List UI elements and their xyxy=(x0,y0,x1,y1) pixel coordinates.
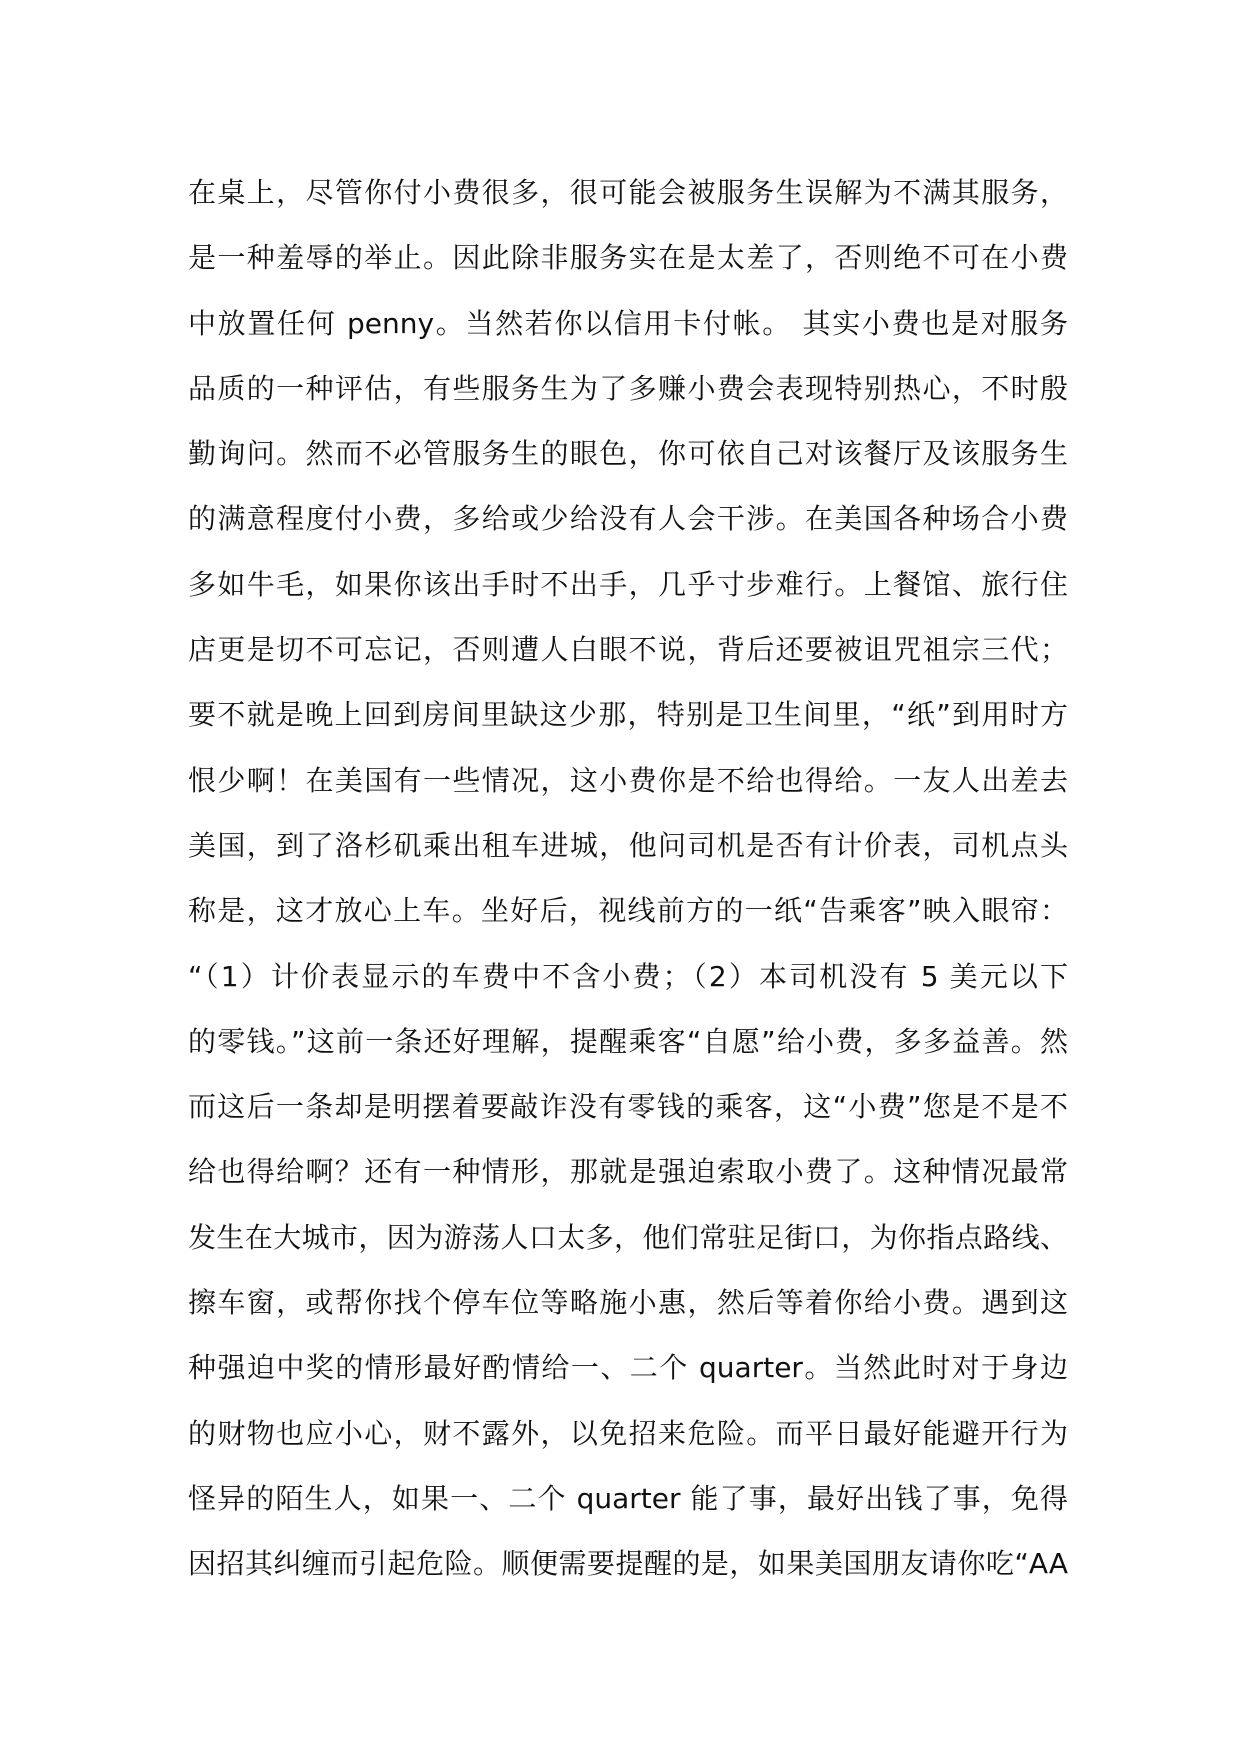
text-line-15: 而这后一条却是明摆着要敲诈没有零钱的乘客，这“小费”您是不是不 xyxy=(188,1090,1068,1124)
text-line-20: 的财物也应小心，财不露外，以免招来危险。而平日最好能避开行为 xyxy=(188,1416,1068,1450)
text-line-21: 怪异的陌生人，如果一、二个 quarter 能了事，最好出钱了事，免得 xyxy=(188,1481,1068,1515)
text-line-17: 发生在大城市，因为游荡人口太多，他们常驻足街口，为你指点路线、 xyxy=(188,1220,1068,1254)
text-line-14: 的零钱。”这前一条还好理解，提醒乘客“自愿”给小费，多多益善。然 xyxy=(188,1024,1068,1058)
text-line-4: 品质的一种评估，有些服务生为了多赚小费会表现特别热心，不时殷 xyxy=(188,371,1068,405)
text-line-10: 恨少啊！在美国有一些情况，这小费你是不给也得给。一友人出差去 xyxy=(188,763,1068,797)
text-line-7: 多如牛毛，如果你该出手时不出手，几乎寸步难行。上餐馆、旅行住 xyxy=(188,567,1068,601)
text-line-19: 种强迫中奖的情形最好酌情给一、二个 quarter。当然此时对于身边 xyxy=(188,1351,1068,1385)
text-line-13: “（1）计价表显示的车费中不含小费；（2）本司机没有 5 美元以下 xyxy=(188,959,1068,993)
text-line-6: 的满意程度付小费，多给或少给没有人会干涉。在美国各种场合小费 xyxy=(188,502,1068,536)
text-line-8: 店更是切不可忘记，否则遭人白眼不说，背后还要被诅咒祖宗三代； xyxy=(188,633,1068,667)
text-line-22: 因招其纠缠而引起危险。顺便需要提醒的是，如果美国朋友请你吃“AA xyxy=(188,1547,1068,1581)
text-line-12: 称是，这才放心上车。坐好后，视线前方的一纸“告乘客”映入眼帘： xyxy=(188,894,1068,928)
body-paragraph xyxy=(188,160,1068,1597)
text-line-16: 给也得给啊？还有一种情形，那就是强迫索取小费了。这种情况最常 xyxy=(188,1155,1068,1189)
text-line-5: 勤询问。然而不必管服务生的眼色，你可依自己对该餐厅及该服务生 xyxy=(188,437,1068,471)
text-line-1: 在桌上，尽管你付小费很多，很可能会被服务生误解为不满其服务， xyxy=(188,176,1068,209)
text-line-11: 美国，到了洛杉矶乘出租车进城，他问司机是否有计价表，司机点头 xyxy=(188,828,1068,862)
text-line-2: 是一种羞辱的举止。因此除非服务实在是太差了，否则绝不可在小费 xyxy=(188,241,1068,275)
text-line-18: 擦车窗，或帮你找个停车位等略施小惠，然后等着你给小费。遇到这 xyxy=(188,1286,1068,1320)
text-line-9: 要不就是晚上回到房间里缺这少那，特别是卫生间里，“纸”到用时方 xyxy=(188,698,1068,732)
text-line-3: 中放置任何 penny。当然若你以信用卡付帐。 其实小费也是对服务 xyxy=(188,306,1068,340)
